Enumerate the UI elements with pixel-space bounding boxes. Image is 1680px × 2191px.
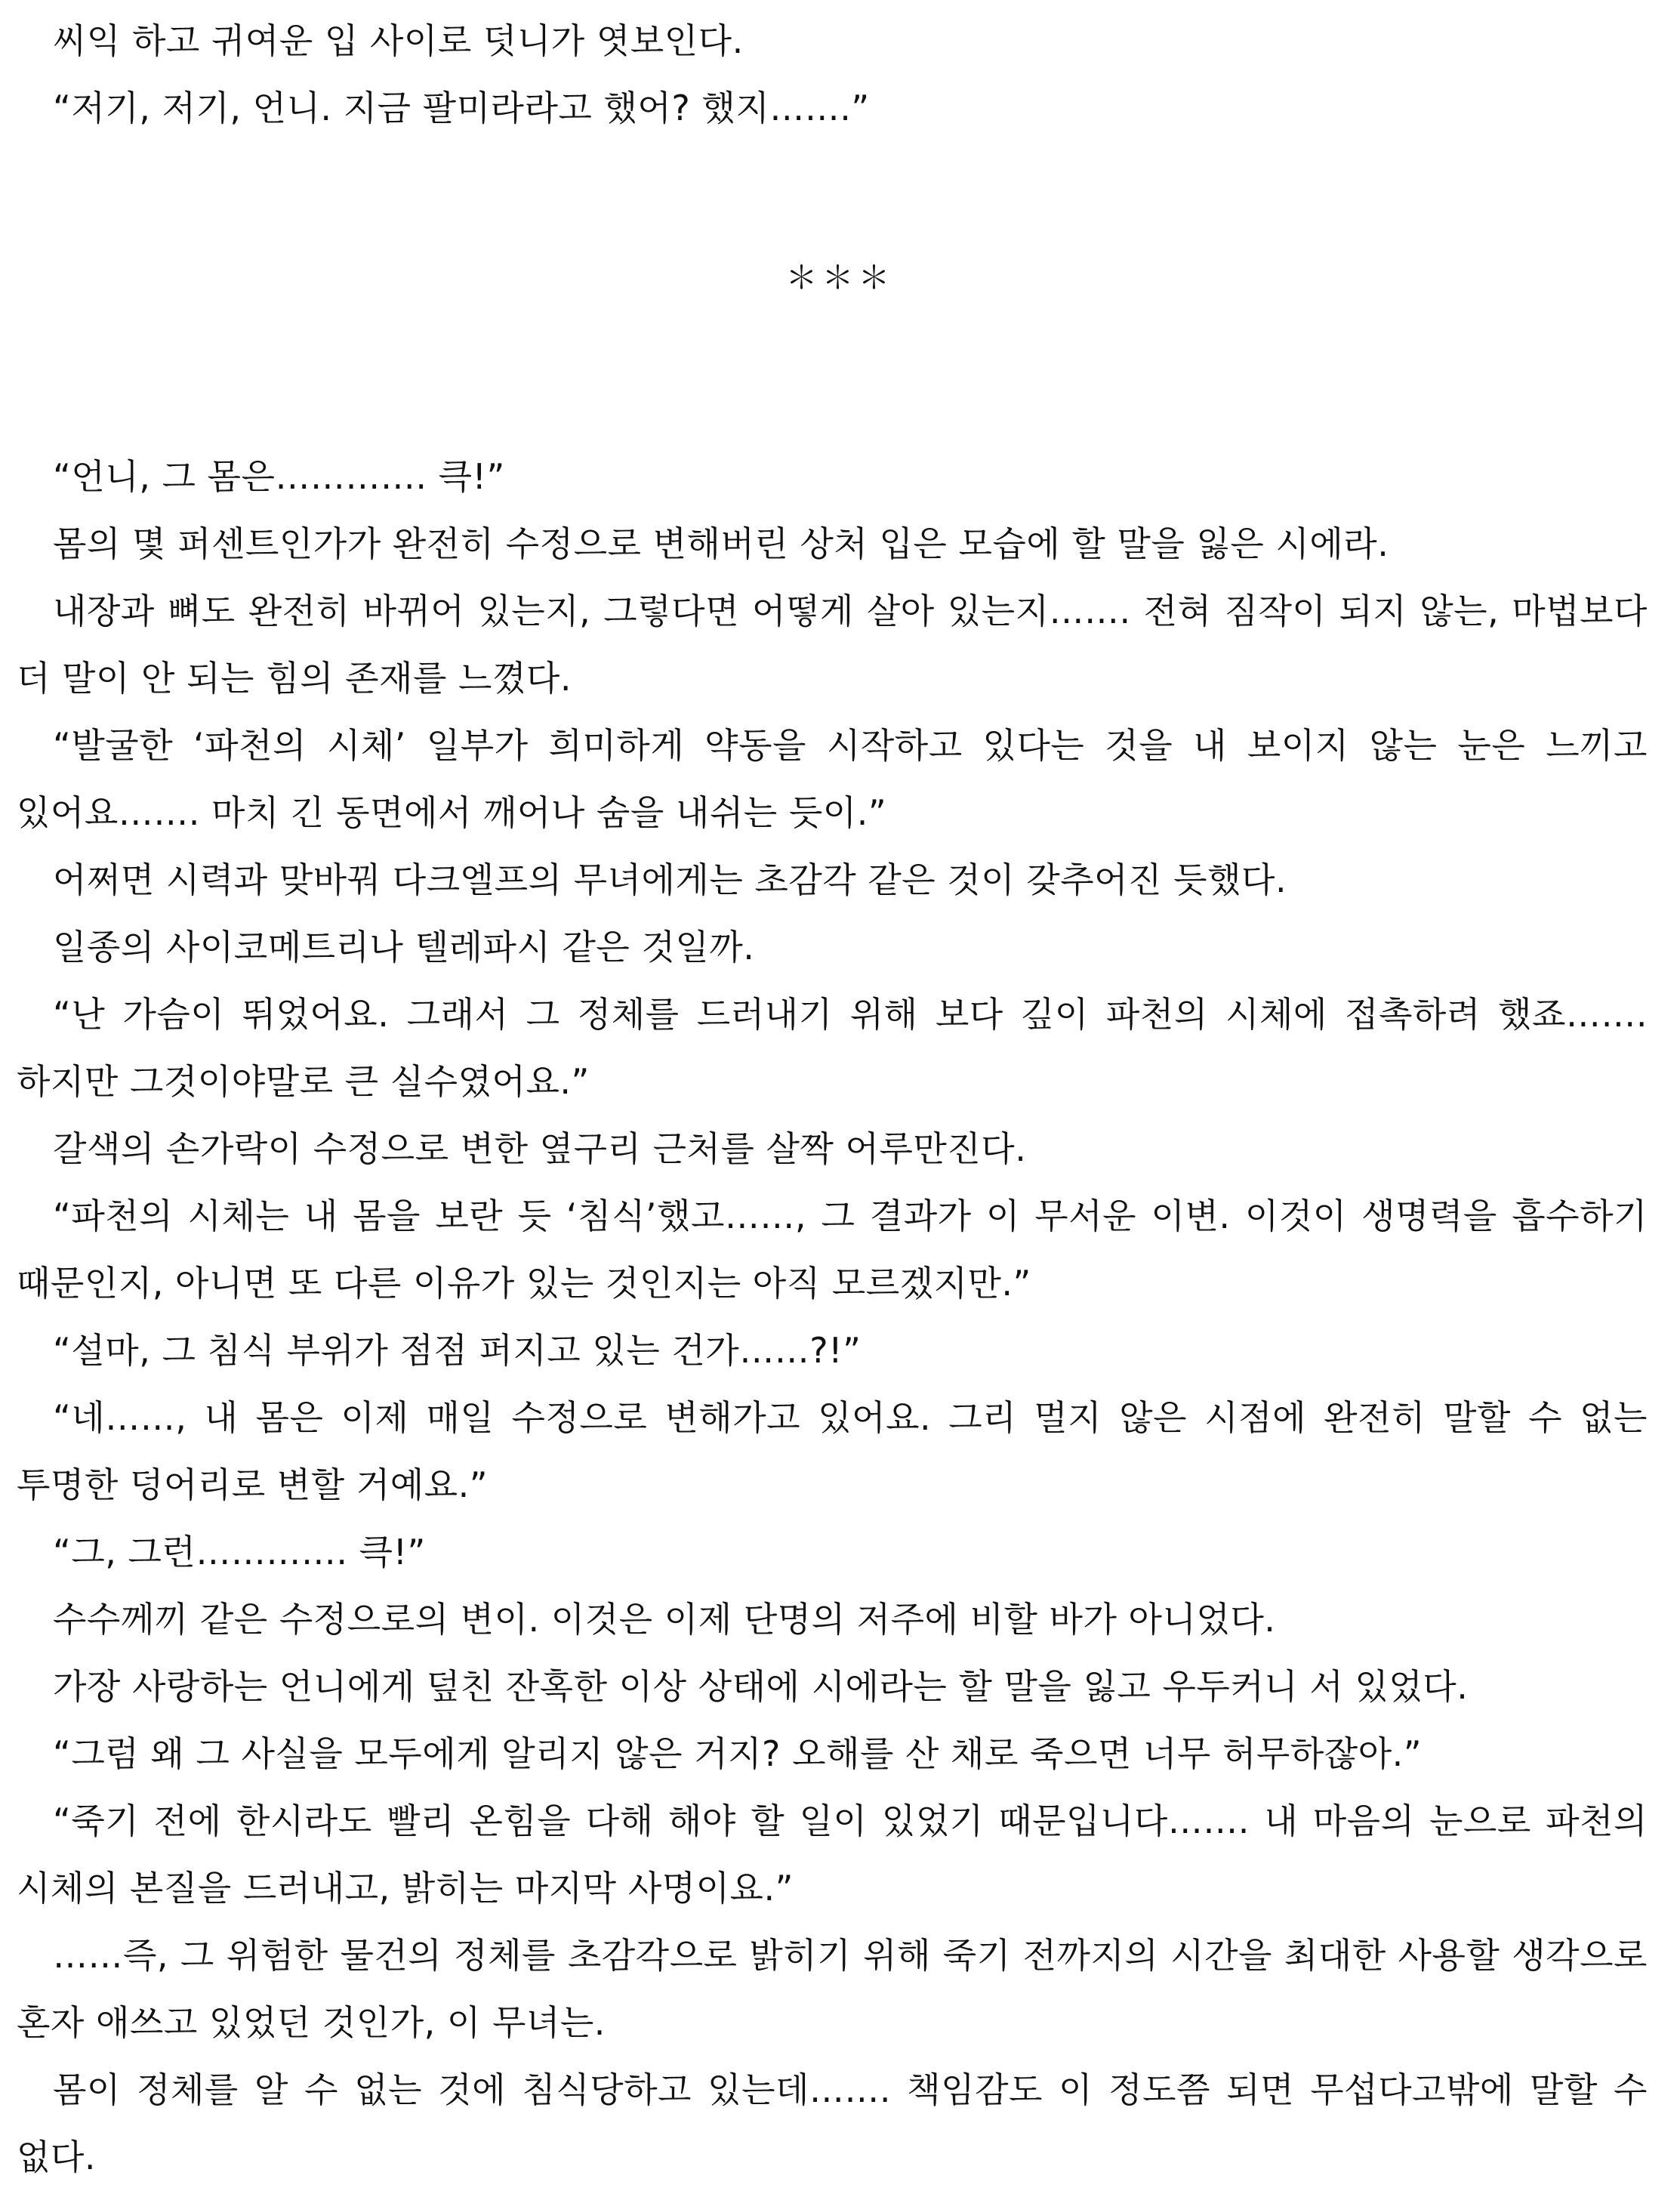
paragraph: “저기, 저기, 언니. 지금 팔미라라고 했어? 했지…….” (53, 88, 870, 128)
paragraph: 몸이 정체를 알 수 없는 것에 침식당하고 있는데……. 책임감도 이 정도쯤 되면 무섭다고밖에 말할 수 없다. (17, 2069, 1648, 2177)
paragraph: 몸의 몇 퍼센트인가가 완전히 수정으로 변해버린 상처 입은 모습에 할 말을 잃은 시에라. (53, 523, 1389, 564)
paragraph: “그럼 왜 그 사실을 모두에게 알리지 않은 거지? 오해를 산 채로 죽으면 너무 허무하잖아.” (53, 1733, 1423, 1774)
paragraph: “죽기 전에 한시라도 빨리 온힘을 다해 해야 할 일이 있었기 때문입니다……. 내 마음의 눈으로 파천의 시체의 본질을 드러내고, 밝히는 마지막 사명이요.” (17, 1801, 1648, 1909)
paragraph: “발굴한 ‘파천의 시체’ 일부가 희미하게 약동을 시작하고 있다는 것을 내 보이지 않는 눈은 느끼고 있어요……. 마치 긴 동면에서 깨어나 숨을 내쉬는 듯이.” (17, 725, 1648, 833)
paragraph: 어쩌면 시력과 맞바꿔 다크엘프의 무녀에게는 초감각 같은 것이 갖추어진 듯했다. (53, 859, 1287, 900)
paragraph: 갈색의 손가락이 수정으로 변한 옆구리 근처를 살짝 어루만진다. (53, 1128, 1027, 1169)
paragraph: 일종의 사이코메트리나 텔레파시 같은 것일까. (53, 927, 755, 967)
paragraph: “그, 그런…………. 큭!” (53, 1532, 426, 1572)
scene-separator: ＊＊＊ (785, 259, 895, 296)
paragraph: “언니, 그 몸은…………. 큭!” (53, 456, 505, 497)
paragraph: “네……, 내 몸은 이제 매일 수정으로 변해가고 있어요. 그리 멀지 않은 시점에 완전히 말할 수 없는 투명한 덩어리로 변할 거예요.” (17, 1397, 1648, 1505)
paragraph: ……즉, 그 위험한 물건의 정체를 초감각으로 밝히기 위해 죽기 전까지의 시간을 최대한 사용할 생각으로 혼자 애쓰고 있었던 것인가, 이 무녀는. (17, 1935, 1648, 2043)
paragraph: “파천의 시체는 내 몸을 보란 듯 ‘침식’했고……, 그 결과가 이 무서운 이변. 이것이 생명력을 흡수하기 때문인지, 아니면 또 다른 이유가 있는 것인지는 아직 모르겠지만.” (17, 1196, 1648, 1304)
paragraph: 수수께끼 같은 수정으로의 변이. 이것은 이제 단명의 저주에 비할 바가 아니었다. (53, 1599, 1276, 1640)
paragraph: 가장 사랑하는 언니에게 덮친 잔혹한 이상 상태에 시에라는 할 말을 잃고 우두커니 서 있었다. (53, 1666, 1469, 1707)
text-section-main (17, 443, 1648, 2191)
paragraph: “난 가슴이 뛰었어요. 그래서 그 정체를 드러내기 위해 보다 깊이 파천의 시체에 접촉하려 했죠……. 하지만 그것이야말로 큰 실수였어요.” (17, 994, 1648, 1102)
paragraph: 씨익 하고 귀여운 입 사이로 덧니가 엿보인다. (53, 20, 744, 61)
paragraph: 내장과 뼈도 완전히 바뀌어 있는지, 그렇다면 어떻게 살아 있는지……. 전혀 짐작이 되지 않는, 마법보다 더 말이 안 되는 힘의 존재를 느꼈다. (17, 591, 1648, 699)
paragraph: “설마, 그 침식 부위가 점점 퍼지고 있는 건가……?!” (53, 1330, 862, 1371)
text-section-top (17, 8, 1648, 142)
